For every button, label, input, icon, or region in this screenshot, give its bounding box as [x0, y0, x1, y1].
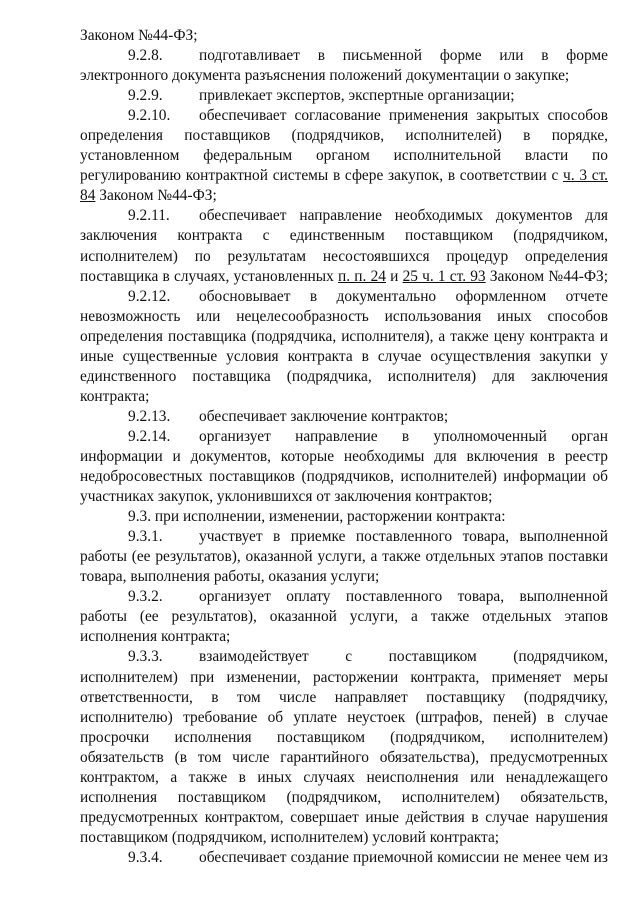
- text-line: определения поставщика (подрядчика, исполнителя), а также цену контракта и: [80, 327, 608, 345]
- text-line: информации и документов, которые необходимы для включения в реестр: [80, 447, 608, 465]
- text-line: просрочки исполнения поставщиком (подрядчиком, исполнителем): [80, 728, 608, 746]
- text-line: [80, 166, 608, 186]
- clause-text: организует оплату поставленного товара, выполненной: [199, 588, 608, 606]
- clause-9-3-1: [80, 527, 608, 547]
- text-line: [80, 186, 608, 206]
- text-line: определения поставщиков (подрядчиков, исполнителей) в порядке,: [80, 127, 608, 145]
- text-line: иные существенные условия контракта в случае осуществления закупки у: [80, 347, 608, 365]
- clause-text: обеспечивает заключение контрактов;: [199, 407, 449, 425]
- clause-9-3-4: [80, 848, 608, 868]
- text-line: исполнителем) при изменении, расторжении контракта, применяет меры: [80, 668, 608, 686]
- text-segment: поставщика в случаях, установленных: [80, 267, 339, 285]
- clause-number: 9.2.11.: [128, 207, 170, 225]
- clause-number: 9.3.4.: [128, 848, 163, 866]
- clause-text: привлекает экспертов, экспертные организации;: [199, 87, 515, 105]
- text-segment: Законом №44-ФЗ;: [95, 187, 217, 205]
- clause-text: участвует в приемке поставленного товара, выполненной: [199, 528, 608, 546]
- clause-number: 9.2.14.: [128, 427, 171, 445]
- clause-text: обеспечивает создание приемочной комиссии не менее чем из: [199, 848, 608, 866]
- clause-9-2-14: [80, 427, 608, 447]
- text-line: Законом №44-ФЗ;: [80, 27, 198, 44]
- clause-9-2-8: [80, 46, 608, 66]
- text-line: установленном федеральным органом исполнительной власти по: [80, 147, 608, 165]
- text-line: электронного документа разъяснения положений документации о закупке;: [80, 67, 570, 85]
- text-line: участниках закупок, уклонившихся от заключения контрактов;: [80, 488, 493, 506]
- law-link[interactable]: 84: [80, 187, 96, 205]
- text-line: контрактом, а также в иных случаях неисполнения или ненадлежащего: [80, 768, 608, 786]
- clause-number: 9.3.1.: [128, 528, 163, 546]
- clause-number: 9.2.13.: [128, 407, 171, 425]
- clause-9-2-9: [80, 86, 608, 106]
- clause-9-3-3: [80, 647, 608, 667]
- text-line: единственного поставщика (подрядчика, исполнителя) для заключения: [80, 367, 608, 385]
- text-line: работы (ее результатов), оказанной услуги, а также отдельных этапов: [80, 608, 608, 626]
- clause-9-2-10: [80, 106, 608, 126]
- text-line: исполнения поставщиком (подрядчиком, исполнителем) обязательств,: [80, 788, 608, 806]
- text-line: исполнения контракта;: [80, 628, 231, 646]
- text-line: исполнителю) требование об уплате неустоек (штрафов, пеней) в случае: [80, 708, 608, 726]
- text-line: заключения контракта с единственным поставщиком (подрядчиком,: [80, 227, 608, 245]
- clause-number: 9.2.10.: [128, 107, 171, 125]
- clause-number: 9.3.3.: [128, 648, 163, 666]
- law-link[interactable]: п. п. 24: [338, 267, 386, 285]
- clause-9-3-2: [80, 587, 608, 607]
- text-line: поставщиком (подрядчиком, исполнителем) условий контракта;: [80, 828, 500, 846]
- text-segment: регулированию контрактной системы в сфере закупок, в соответствии с: [80, 167, 564, 185]
- law-link[interactable]: 25 ч. 1 ст. 93: [402, 267, 486, 285]
- clause-number: 9.2.8.: [128, 47, 163, 65]
- clause-text: обеспечивает согласование применения закрытых способов: [199, 107, 608, 125]
- text-segment: Законом №44-ФЗ;: [485, 267, 608, 285]
- document-page: [80, 26, 608, 868]
- clause-9-2-13: [80, 407, 608, 427]
- clause-text: организует направление в уполномоченный орган: [199, 427, 608, 445]
- text-line: [80, 267, 608, 287]
- law-link[interactable]: ч. 3 ст.: [563, 167, 608, 185]
- text-line: товара, выполнения работы, оказания услуги;: [80, 568, 380, 586]
- text-line: недобросовестных поставщиков (подрядчиков, исполнителей) информации об: [80, 468, 608, 486]
- clause-number: 9.3.2.: [128, 588, 163, 606]
- text-line: предусмотренных контрактом, совершает иные действия в случае нарушения: [80, 808, 608, 826]
- text-line: невозможность или нецелесообразность использования иных способов: [80, 307, 608, 325]
- clause-text: взаимодействует с поставщиком (подрядчиком,: [199, 648, 608, 666]
- clause-number: 9.2.12.: [128, 287, 171, 305]
- text-line: работы (ее результатов), оказанной услуги, а также отдельных этапов поставки: [80, 548, 608, 566]
- text-line: ответственности, в том числе направляет поставщику (подрядчику,: [80, 688, 608, 706]
- clause-9-3: 9.3. при исполнении, изменении, расторжении контракта:: [128, 508, 506, 526]
- text-line: исполнителем) по результатам несостоявшихся процедур определения: [80, 247, 608, 265]
- text-segment: и: [385, 267, 403, 285]
- clause-text: обеспечивает направление необходимых документов для: [199, 207, 608, 225]
- text-line: контракта;: [80, 387, 150, 405]
- clause-9-2-11: [80, 206, 608, 226]
- clause-9-2-12: [80, 287, 608, 307]
- clause-text: подготавливает в письменной форме или в форме: [199, 47, 608, 65]
- clause-text: обосновывает в документально оформленном отчете: [199, 287, 608, 305]
- text-line: обязательств (в том числе гарантийного обязательства), предусмотренных: [80, 748, 608, 766]
- clause-number: 9.2.9.: [128, 87, 163, 105]
